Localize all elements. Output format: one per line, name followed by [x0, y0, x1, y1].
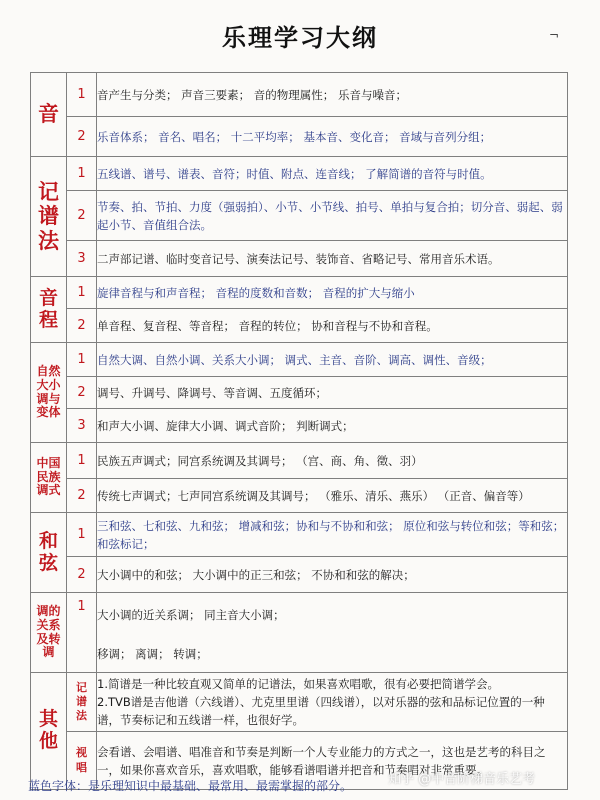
table-row — [31, 191, 568, 241]
row-content: 旋律音程与和声音程； 音程的度数和音数； 音程的扩大与缩小 — [97, 277, 568, 309]
row-content: 大小调的近关系调； 同主音大小调； — [97, 593, 568, 637]
row-number: 2 — [67, 117, 97, 157]
watermark: 知乎 @中音阶梯音乐艺考 — [388, 772, 536, 787]
row-number: 1 — [67, 593, 97, 673]
row-number: 2 — [67, 191, 97, 241]
row-content: 移调； 离调； 转调； — [97, 637, 568, 673]
section-label-ziran: 自然 大小 调与 变体 — [31, 343, 67, 443]
table-row — [31, 73, 568, 117]
row-number: 1 — [67, 73, 97, 117]
table-row — [31, 241, 568, 277]
row-content: 会看谱、会唱谱、唱准音和节奏是判断一个人专业能力的方式之一，这也是艺考的科目之一，如果你喜欢音乐，喜欢唱歌，能够看谱唱谱并把音和节奏唱对非常重要。 — [97, 732, 568, 790]
table-row — [31, 673, 568, 732]
row-content: 传统七声调式；七声同宫系统调及其调号； （雅乐、清乐、燕乐） （正音、偏音等） — [97, 479, 568, 513]
section-label-hexian: 和 弦 — [31, 513, 67, 593]
table-row — [31, 513, 568, 557]
row-content: 三和弦、七和弦、九和弦； 增减和弦；协和与不协和和弦； 原位和弦与转位和弦；等和弦； 和弦标记； — [97, 513, 568, 557]
row-content: 民族五声调式；同宫系统调及其调号； （宫、商、角、徵、羽） — [97, 443, 568, 479]
table-row — [31, 637, 568, 673]
row-number: 2 — [67, 377, 97, 409]
row-number: 2 — [67, 479, 97, 513]
row-number: 3 — [67, 241, 97, 277]
section-label-qita: 其 他 — [31, 673, 67, 790]
section-label-yin: 音 — [31, 73, 67, 157]
footer-note: 蓝色字体：是乐理知识中最基础、最常用、最需掌握的部分。 — [28, 779, 353, 793]
table-row — [31, 443, 568, 479]
row-number: 1 — [67, 343, 97, 377]
row-content: 1.简谱是一种比较直观又简单的记谱法，如果喜欢唱歌，很有必要把简谱学会。 2.TVB谱是吉他谱（六线谱）、尤克里里谱（四线谱），以对乐器的弦和品标记位置的一种谱，节奏标记和五线谱一样，也很好学。 — [97, 673, 568, 732]
row-content: 乐音体系； 音名、唱名； 十二平均率； 基本音、变化音； 音域与音列分组； — [97, 117, 568, 157]
table-row — [31, 593, 568, 637]
syllabus-table — [30, 72, 568, 790]
row-content: 音产生与分类； 声音三要素； 音的物理属性； 乐音与噪音； — [97, 73, 568, 117]
row-content: 自然大调、自然小调、关系大小调； 调式、主音、音阶、调高、调性、音级； — [97, 343, 568, 377]
row-number: 1 — [67, 443, 97, 479]
table-row — [31, 343, 568, 377]
row-number: 1 — [67, 513, 97, 557]
section-label-minzu: 中国 民族 调式 — [31, 443, 67, 513]
table-row — [31, 277, 568, 309]
row-number: 2 — [67, 557, 97, 593]
table-row — [31, 157, 568, 191]
row-number: 2 — [67, 309, 97, 343]
row-number: 3 — [67, 409, 97, 443]
row-content: 单音程、复音程、等音程； 音程的转位； 协和音程与不协和音程。 — [97, 309, 568, 343]
row-number: 1 — [67, 157, 97, 191]
table-row — [31, 117, 568, 157]
section-label-yincheng: 音 程 — [31, 277, 67, 343]
row-content: 节奏、拍、节拍、力度（强弱拍）、小节、小节线、拍号、单拍与复合拍；切分音、弱起、弱起小节、音值组合法。 — [97, 191, 568, 241]
table-row — [31, 557, 568, 593]
section-label-diao: 调的 关系 及转 调 — [31, 593, 67, 673]
row-content: 调号、升调号、降调号、等音调、五度循环； — [97, 377, 568, 409]
table-row — [31, 309, 568, 343]
table-row — [31, 479, 568, 513]
table-row — [31, 409, 568, 443]
row-content: 五线谱、谱号、谱表、音符；时值、附点、连音线； 了解简谱的音符与时值。 — [97, 157, 568, 191]
row-content: 和声大小调、旋律大小调、调式音阶； 判断调式； — [97, 409, 568, 443]
row-content: 二声部记谱、临时变音记号、演奏法记号、装饰音、省略记号、常用音乐术语。 — [97, 241, 568, 277]
section-label-jipufa: 记 谱 法 — [31, 157, 67, 277]
page-title: 乐理学习大纲 — [222, 24, 378, 52]
table-row — [31, 377, 568, 409]
row-subtopic-jipufa: 记 谱 法 — [67, 673, 97, 732]
corner-mark: ¬ — [549, 28, 560, 42]
row-number: 1 — [67, 277, 97, 309]
row-content: 大小调中的和弦； 大小调中的正三和弦； 不协和和弦的解决； — [97, 557, 568, 593]
row-subtopic-shichang: 视 唱 — [67, 732, 97, 790]
